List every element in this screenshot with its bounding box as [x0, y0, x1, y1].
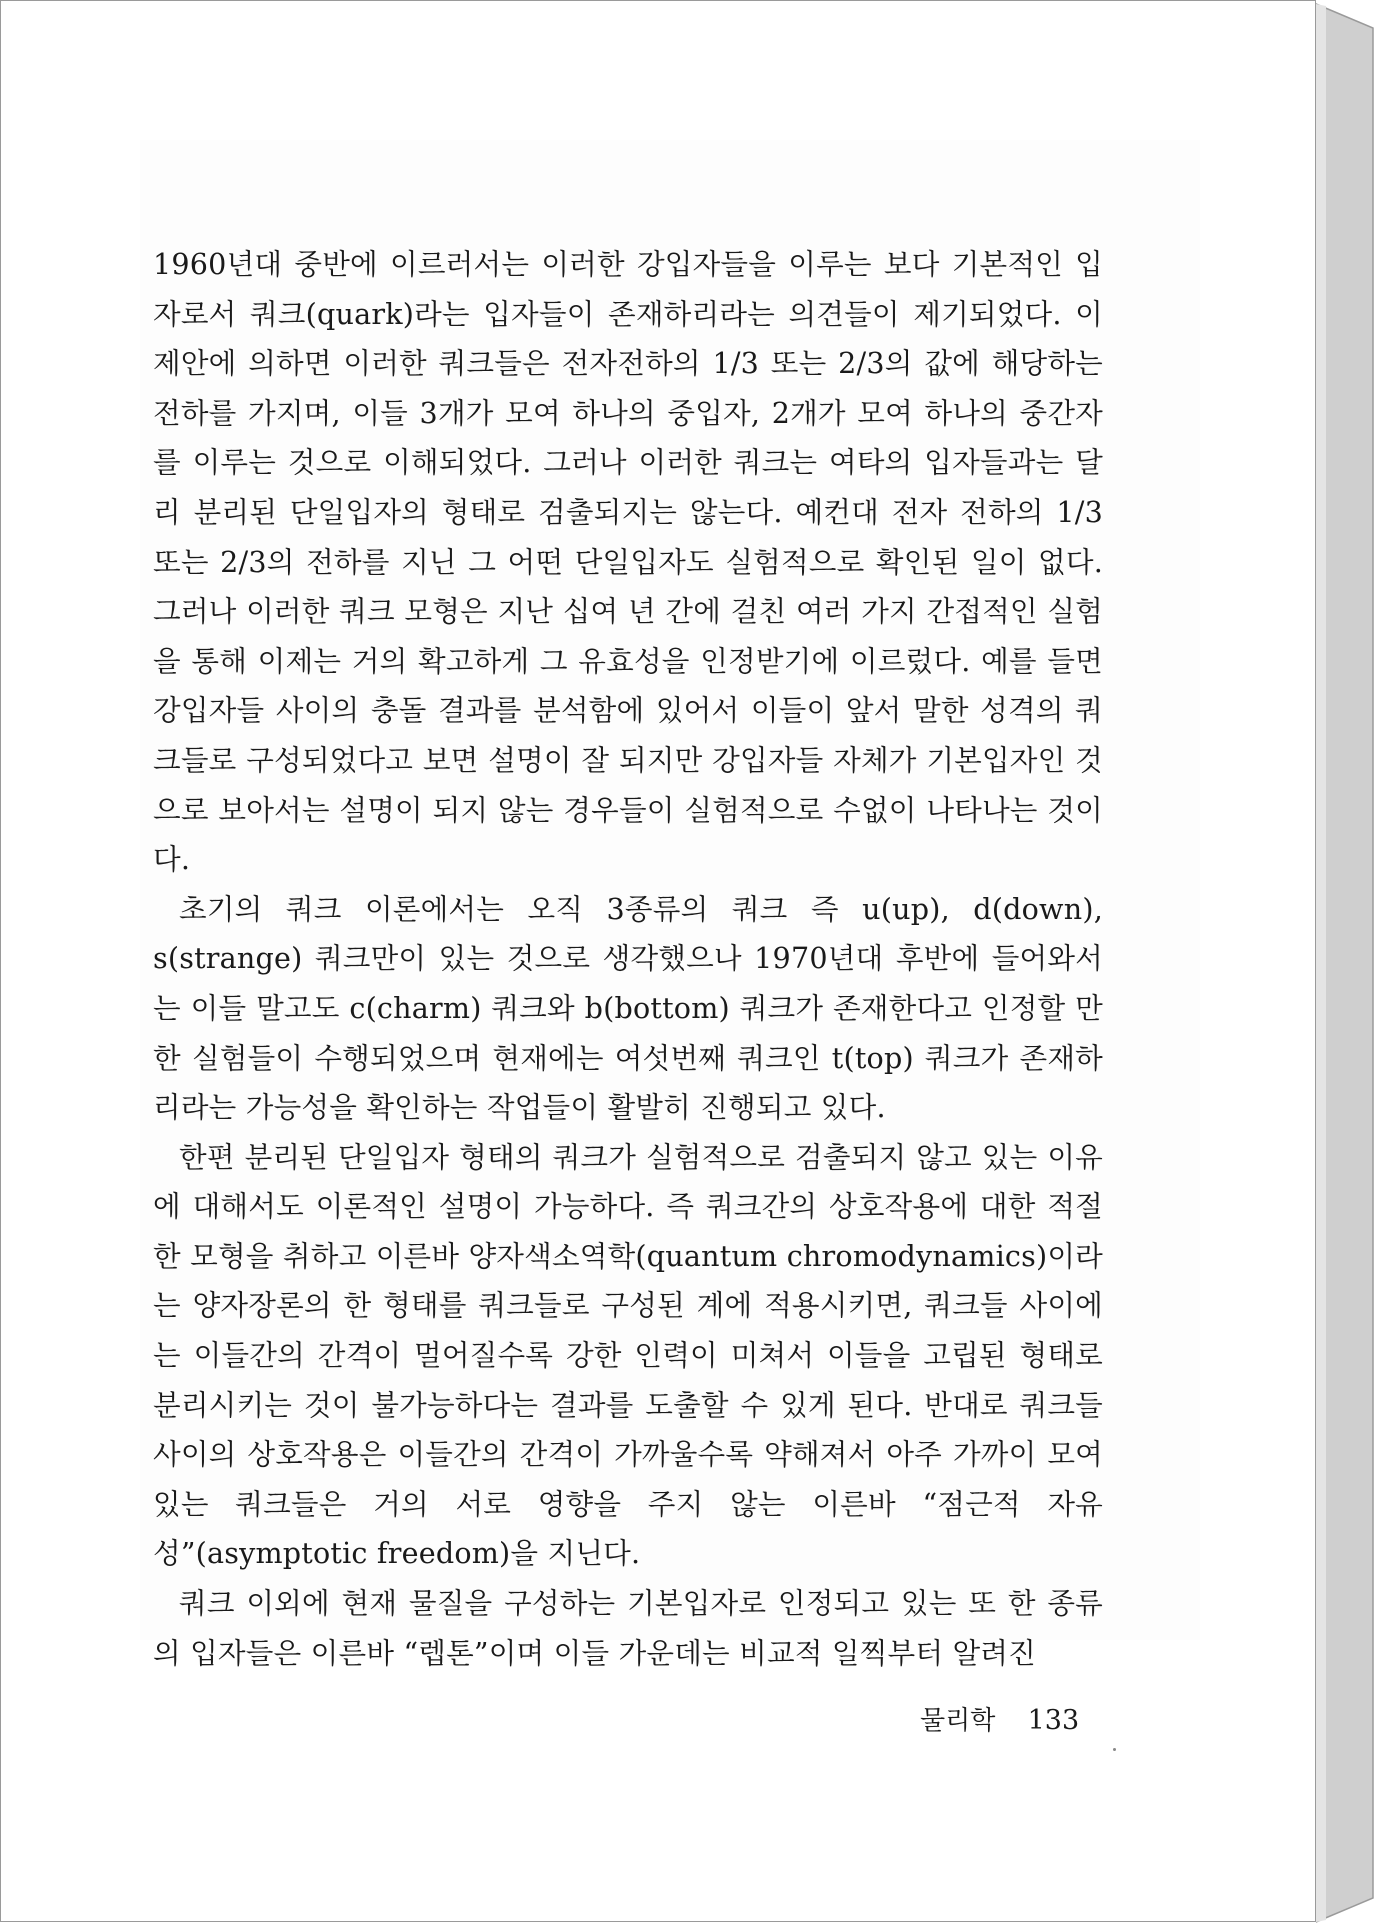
paragraph-3: 한편 분리된 단일입자 형태의 쿼크가 실험적으로 검출되지 않고 있는 이유에 대해서도 이론적인 설명이 가능하다. 즉 쿼크간의 상호작용에 대한 적절한 모형을 취하고 이른바 양자색소역학(quantum chromodynamics)이라는 양자장론의 한 형태를 쿼크들로 구성된 계에 적용시키면, 쿼크들 사이에는 이들간의 간격이 멀어질수록 강한 인력이 미쳐서 이들을 고립된 형태로 분리시키는 것이 불가능하다는 결과를 도출할 수 있게 된다. 반대로 쿼크들 사이의 상호작용은 이들간의 간격이 가까울수록 약해져서 아주 가까이 모여 있는 쿼크들은 거의 서로 영향을 주지 않는 이른바 “점근적 자유성”(asymptotic freedom)을 지닌다. — [153, 1139, 1103, 1571]
paragraph-4: 쿼크 이외에 현재 물질을 구성하는 기본입자로 인정되고 있는 또 한 종류의 입자들은 이른바 “렙톤”이며 이들 가운데는 비교적 일찍부터 알려진 — [153, 1586, 1103, 1670]
book-edge-graphic — [1316, 0, 1383, 1926]
page-number: 133 — [1027, 1705, 1080, 1736]
page-footer — [920, 1700, 1079, 1737]
paragraph-1: 1960년대 중반에 이르러서는 이러한 강입자들을 이루는 보다 기본적인 입자로서 쿼크(quark)라는 입자들이 존재하리라는 의견들이 제기되었다. 이 제안에 의하면 이러한 쿼크들은 전자전하의 1/3 또는 2/3의 값에 해당하는 전하를 가지며, 이들 3개가 모여 하나의 중입자, 2개가 모여 하나의 중간자를 이루는 것으로 이해되었다. 그러나 이러한 쿼크는 여타의 입자들과는 달리 분리된 단일입자의 형태로 검출되지는 않는다. 예컨대 전자 전하의 1/3 또는 2/3의 전하를 지닌 그 어떤 단일입자도 실험적으로 확인된 일이 없다. 그러나 이러한 쿼크 모형은 지난 십여 년 간에 걸친 여러 가지 간접적인 실험을 통해 이제는 거의 확고하게 그 유효성을 인정받기에 이르렀다. 예를 들면 강입자들 사이의 충돌 결과를 분석함에 있어서 이들이 앞서 말한 성격의 쿼크들로 구성되었다고 보면 설명이 잘 되지만 강입자들 자체가 기본입자인 것으로 보아서는 설명이 되지 않는 경우들이 실험적으로 수없이 나타나는 것이다. — [153, 247, 1103, 877]
body-text — [153, 240, 1103, 1678]
paragraph-2: 초기의 쿼크 이론에서는 오직 3종류의 쿼크 즉 u(up), d(down), s(strange) 쿼크만이 있는 것으로 생각했으나 1970년대 후반에 들어와서는 이들 말고도 c(charm) 쿼크와 b(bottom) 쿼크가 존재한다고 인정할 만한 실험들이 수행되었으며 현재에는 여섯번째 쿼크인 t(top) 쿼크가 존재하리라는 가능성을 확인하는 작업들이 활발히 진행되고 있다. — [153, 891, 1103, 1125]
scan-speck — [1113, 1748, 1116, 1751]
running-footer-section: 물리학 — [920, 1706, 996, 1736]
